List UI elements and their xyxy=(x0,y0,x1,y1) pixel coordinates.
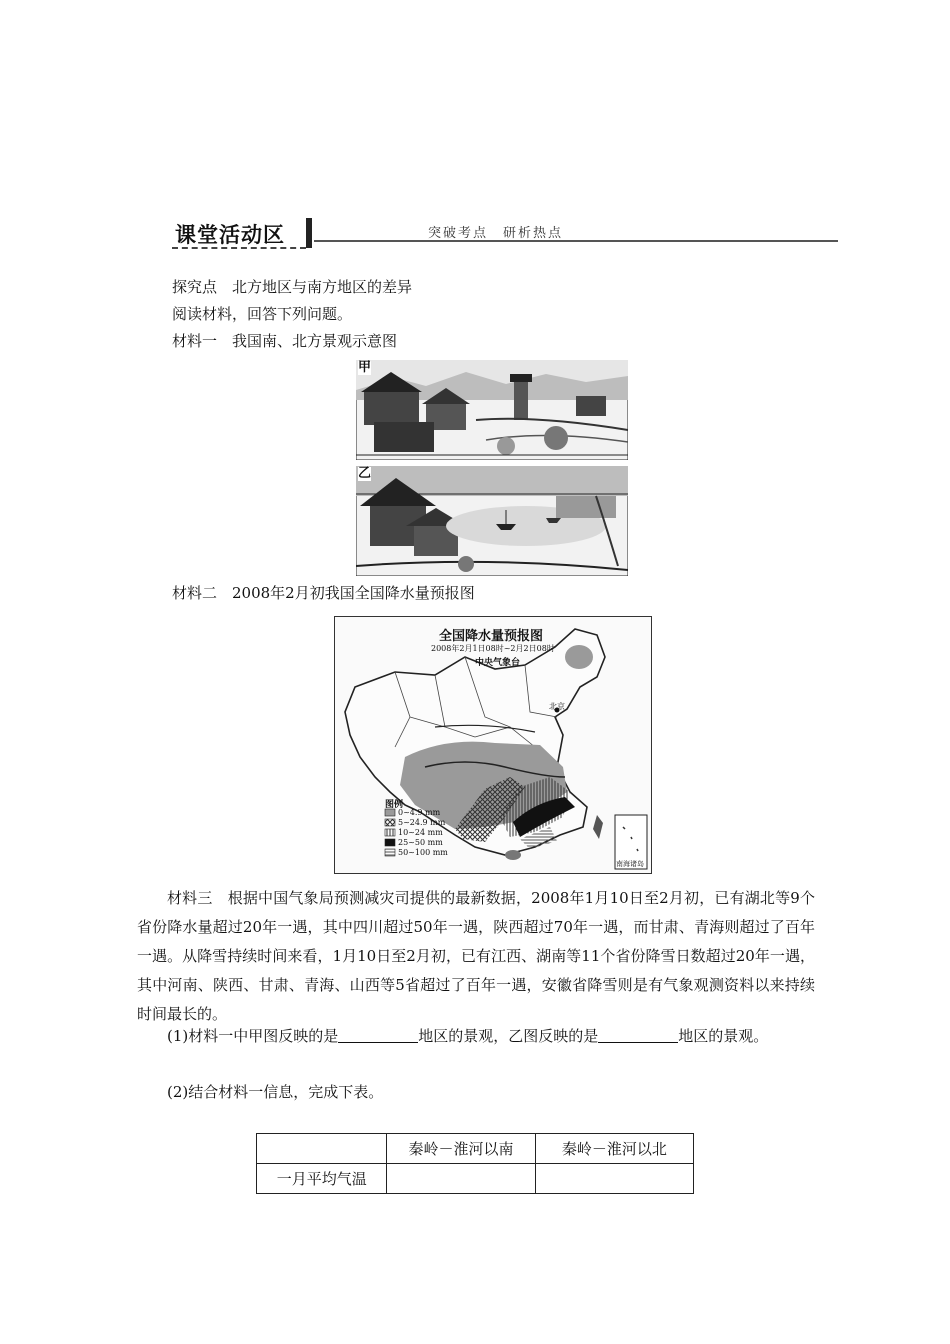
legend-item: 0~4.9 mm xyxy=(398,808,441,817)
q1-blank-2[interactable] xyxy=(598,1026,678,1043)
legend-item: 5~24.9 mm xyxy=(398,818,446,827)
table-row xyxy=(257,1164,694,1194)
table-row-label-jan-temp: 一月平均气温 xyxy=(257,1164,387,1194)
south-landscape-image xyxy=(356,466,628,576)
q1-text-part3: 地区的景观。 xyxy=(678,1027,769,1045)
question-2: (2)结合材料一信息，完成下表。 xyxy=(167,1083,384,1101)
map-city-label: 北京 xyxy=(549,702,565,711)
section-subtitle: 突破考点 研析热点 xyxy=(428,226,564,241)
section-title-underline xyxy=(172,247,306,249)
q1-text-part2: 地区的景观，乙图反映的是 xyxy=(418,1027,599,1045)
material3-paragraph xyxy=(137,884,815,1029)
legend-item: 25~50 mm xyxy=(398,838,443,847)
topic-line: 探究点 北方地区与南方地区的差异 xyxy=(172,278,413,296)
legend-item: 50~100 mm xyxy=(398,848,448,857)
map-title: 全国降水量预报图 xyxy=(439,629,544,644)
material1-caption: 材料一 我国南、北方景观示意图 xyxy=(172,332,398,350)
table-row xyxy=(257,1134,694,1164)
map-date-range: 2008年2月1日08时~2月2日08时 xyxy=(431,644,555,653)
legend-title: 图例 xyxy=(385,800,404,810)
q1-blank-1[interactable] xyxy=(338,1026,418,1043)
q1-text-part1: (1)材料一中甲图反映的是 xyxy=(167,1027,339,1045)
section-header-rule xyxy=(314,240,838,242)
section-header-bar xyxy=(306,218,312,248)
instruction-line: 阅读材料，回答下列问题。 xyxy=(172,305,353,323)
comparison-table xyxy=(256,1133,694,1194)
map-source: 中央气象台 xyxy=(475,658,521,668)
precipitation-map xyxy=(334,616,652,874)
table-cell-answer-south[interactable] xyxy=(387,1164,535,1194)
question-1 xyxy=(137,1022,815,1051)
north-landscape-image xyxy=(356,360,628,460)
figure-label-jia: 甲 xyxy=(358,360,372,375)
table-cell-empty xyxy=(257,1134,387,1164)
material3-text: 材料三 根据中国气象局预测减灾司提供的最新数据，2008年1月10日至2月初，已有湖北等9个省份降水量超过20年一遇，其中四川超过50年一遇，陕西超过70年一遇，而甘肃、青海则超过了百年一遇。从降雪持续时间来看，1月10日至2月初，已有江西、湖南等11个省份降雪日数超过20年一遇，其中河南、陕西、甘肃、青海、山西等5省超过了百年一遇，安徽省降雪则是有气象观测资料以来持续时间最长的。 xyxy=(137,889,815,1023)
table-header-north: 秦岭－淮河以北 xyxy=(535,1134,693,1164)
figure-label-yi: 乙 xyxy=(358,466,372,481)
south-sea-inset-label: 南海诸岛 xyxy=(616,860,644,868)
table-cell-answer-north[interactable] xyxy=(535,1164,693,1194)
table-header-south: 秦岭－淮河以南 xyxy=(387,1134,535,1164)
section-title: 课堂活动区 xyxy=(175,223,285,247)
legend-item: 10~24 mm xyxy=(398,828,443,837)
material2-caption: 材料二 2008年2月初我国全国降水量预报图 xyxy=(172,584,475,602)
